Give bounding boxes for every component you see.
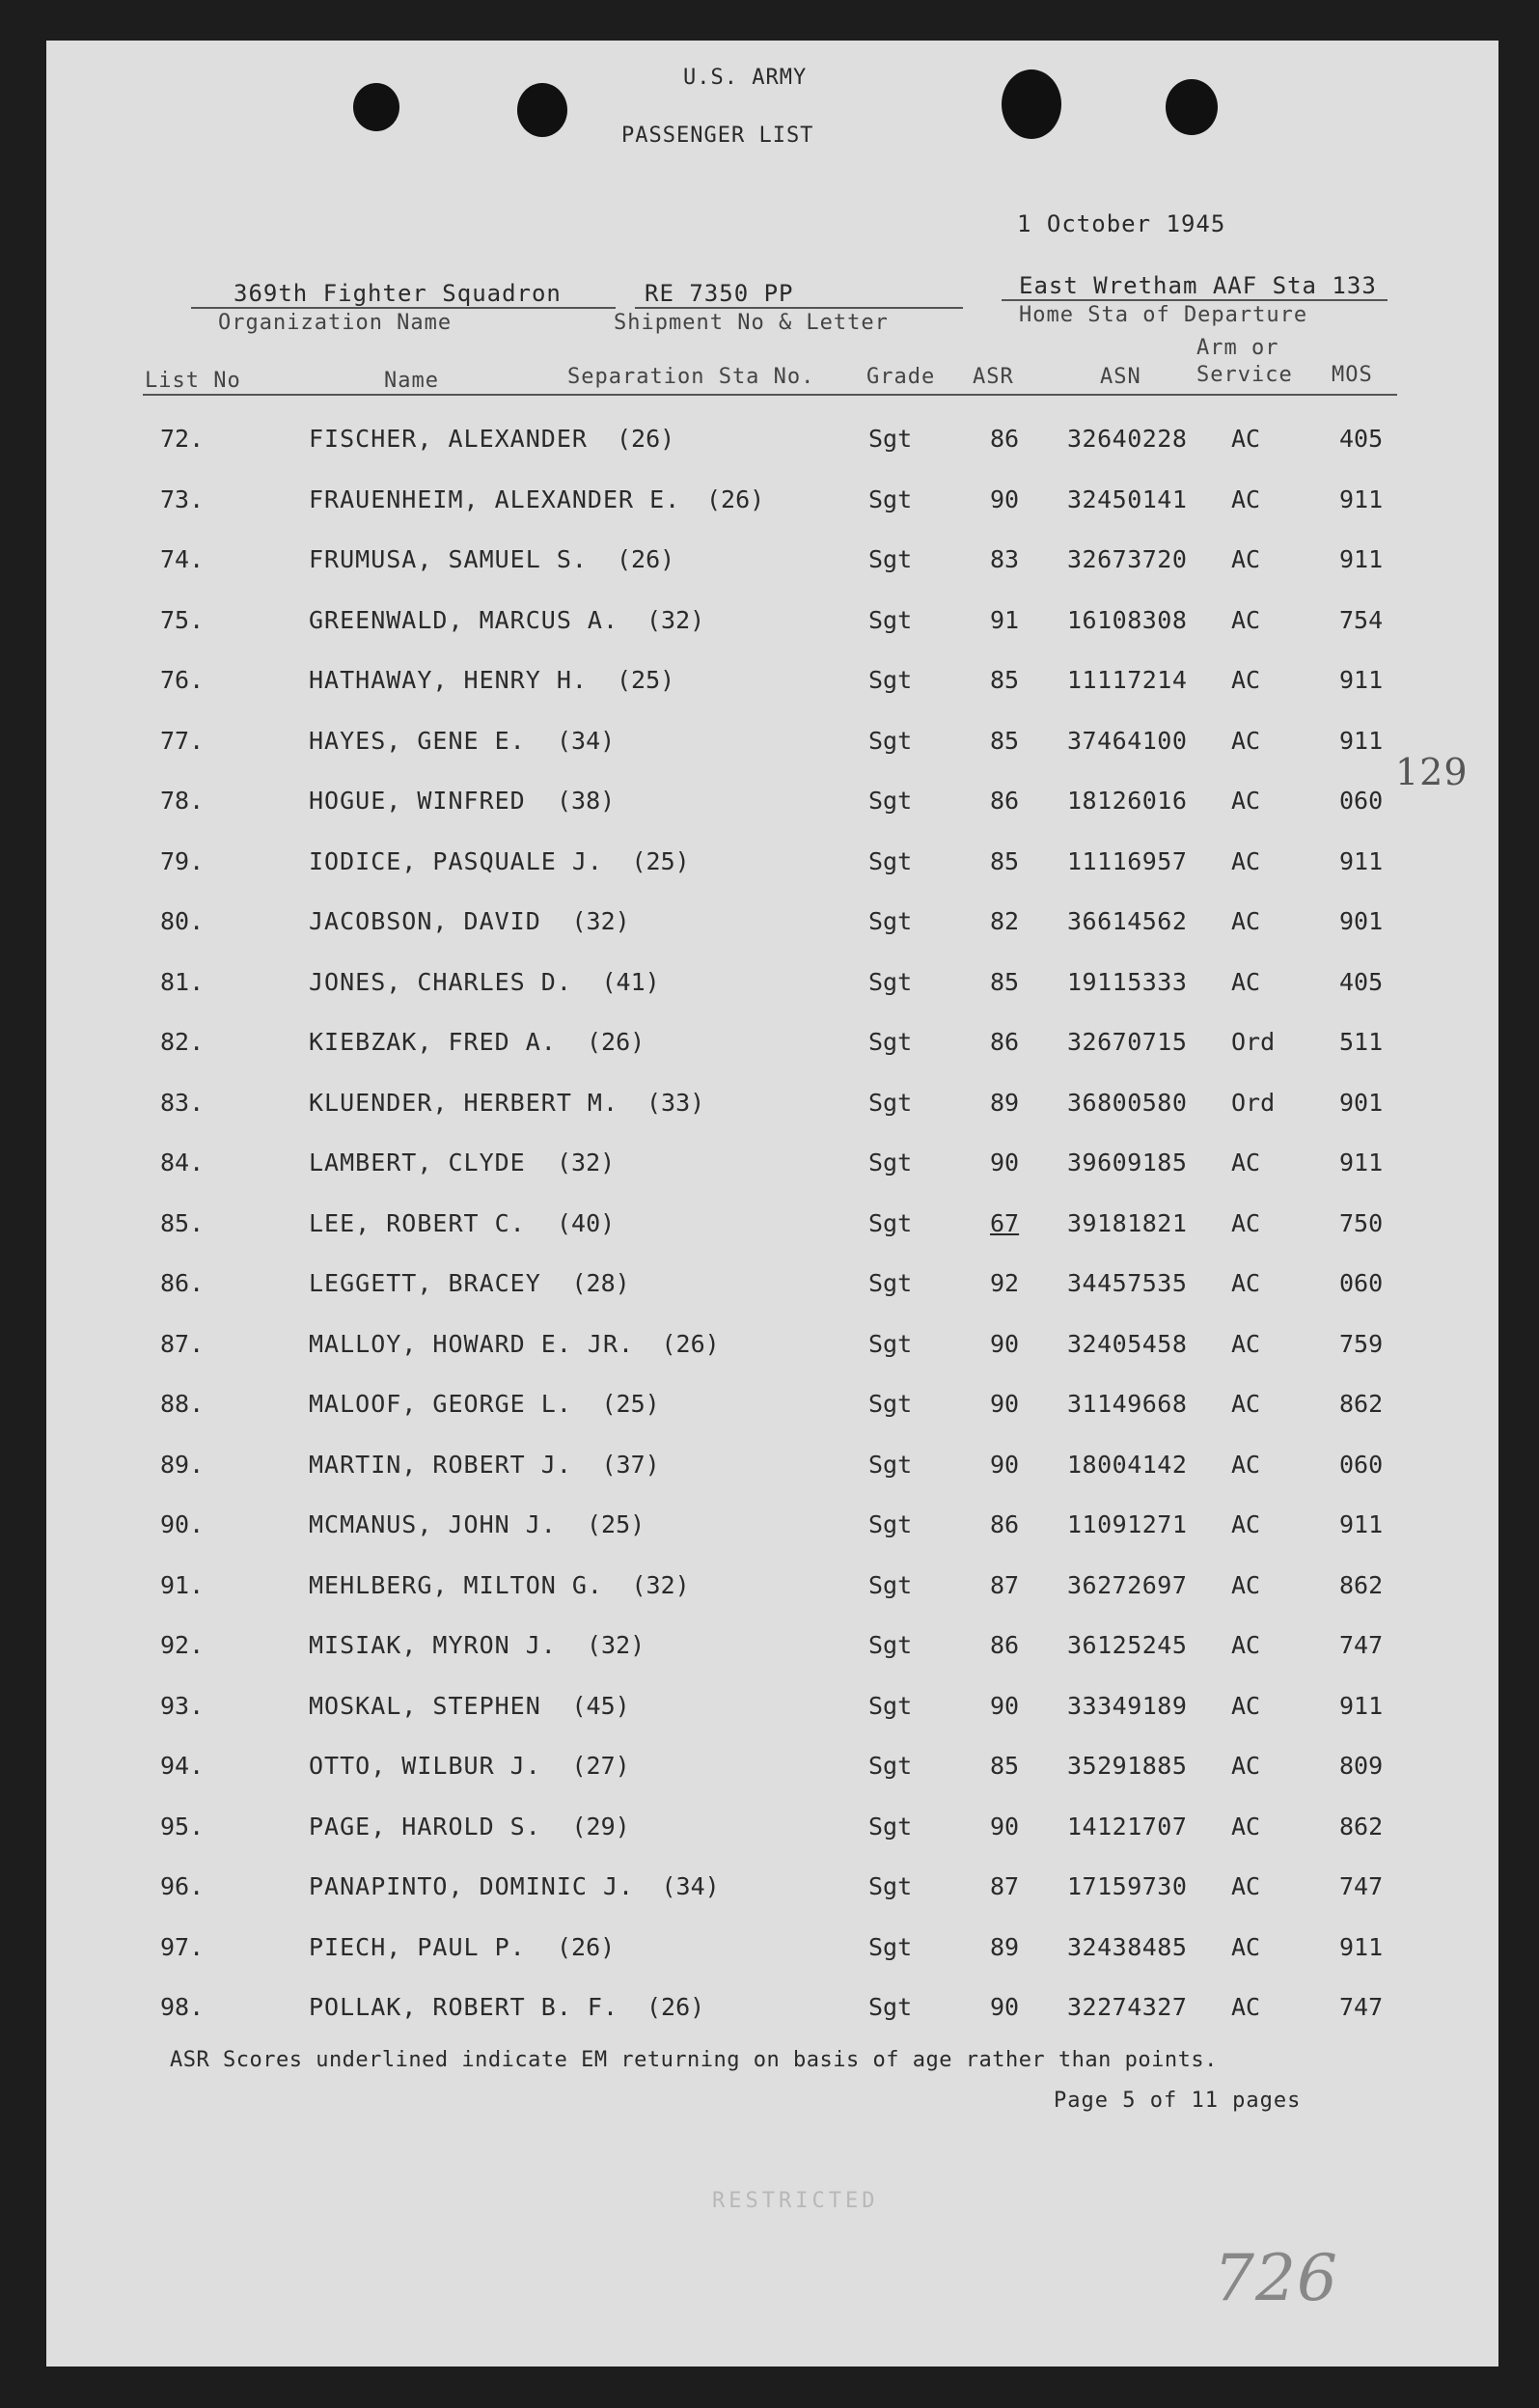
handwritten-number: 726 <box>1214 2241 1338 2315</box>
arm-service-cell: AC <box>1231 726 1261 755</box>
list-no-cell: 86. <box>160 1269 205 1297</box>
list-no-cell: 74. <box>160 545 205 573</box>
grade-cell: Sgt <box>868 1691 913 1720</box>
col-arm-line2: Service <box>1196 363 1293 387</box>
asr-cell: 90 <box>990 1812 1020 1841</box>
asr-cell: 90 <box>990 484 1020 513</box>
list-no-cell: 87. <box>160 1329 205 1358</box>
col-separation-sta: Separation Sta No. <box>567 365 815 389</box>
document-title: PASSENGER LIST <box>621 124 814 148</box>
asn-cell: 36614562 <box>1067 907 1188 935</box>
name-cell: LAMBERT, CLYDE <box>309 1149 526 1176</box>
arm-service-cell: AC <box>1231 967 1261 996</box>
mos-cell: 911 <box>1339 1691 1384 1720</box>
list-no-cell: 89. <box>160 1450 205 1479</box>
asr-cell: 85 <box>990 1752 1020 1780</box>
asn-cell: 18004142 <box>1067 1450 1188 1479</box>
table-row <box>46 1330 1498 1369</box>
table-row <box>46 1571 1498 1610</box>
list-no-cell: 81. <box>160 967 205 996</box>
asn-cell: 17159730 <box>1067 1872 1188 1900</box>
home-station-label: Home Sta of Departure <box>1019 303 1308 327</box>
asr-cell: 90 <box>990 1691 1020 1720</box>
organization-label: Organization Name <box>218 311 453 335</box>
asn-cell: 32438485 <box>1067 1932 1188 1961</box>
table-row <box>46 787 1498 825</box>
table-row <box>46 1209 1498 1248</box>
mos-cell: 754 <box>1339 605 1384 634</box>
asn-cell: 35291885 <box>1067 1752 1188 1780</box>
name-cell: FRUMUSA, SAMUEL S. <box>309 545 588 573</box>
grade-cell: Sgt <box>868 1570 913 1599</box>
separation-station-cell: (32) <box>631 1570 690 1599</box>
table-row <box>46 907 1498 946</box>
name-cell: PAGE, HAROLD S. <box>309 1812 541 1841</box>
asr-cell: 90 <box>990 1450 1020 1479</box>
asr-cell: 90 <box>990 1149 1020 1176</box>
mos-cell: 747 <box>1339 1993 1384 2021</box>
organization-name: 369th Fighter Squadron <box>234 280 562 307</box>
mos-cell: 750 <box>1339 1208 1384 1237</box>
footer-note: ASR Scores underlined indicate EM returning on basis of age rather than points. <box>170 2048 1218 2072</box>
asn-cell: 39609185 <box>1067 1149 1188 1176</box>
asn-cell: 11117214 <box>1067 666 1188 694</box>
arm-service-cell: AC <box>1231 1390 1261 1418</box>
arm-service-cell: AC <box>1231 1149 1261 1176</box>
mos-cell: 060 <box>1339 1269 1384 1297</box>
asn-cell: 32450141 <box>1067 484 1188 513</box>
punch-hole <box>517 83 567 137</box>
asn-cell: 11116957 <box>1067 846 1188 875</box>
grade-cell: Sgt <box>868 1993 913 2021</box>
list-no-cell: 98. <box>160 1993 205 2021</box>
arm-service-cell: AC <box>1231 1993 1261 2021</box>
arm-service-cell: AC <box>1231 1752 1261 1780</box>
table-row <box>46 606 1498 645</box>
separation-station-cell: (27) <box>571 1752 630 1780</box>
list-no-cell: 91. <box>160 1570 205 1599</box>
grade-cell: Sgt <box>868 1208 913 1237</box>
separation-station-cell: (38) <box>557 787 616 815</box>
list-no-cell: 77. <box>160 726 205 755</box>
asr-cell: 85 <box>990 967 1020 996</box>
asr-cell: 87 <box>990 1872 1020 1900</box>
grade-cell: Sgt <box>868 1752 913 1780</box>
list-no-cell: 95. <box>160 1812 205 1841</box>
name-cell: PIECH, PAUL P. <box>309 1932 526 1961</box>
grade-cell: Sgt <box>868 726 913 755</box>
arm-service-cell: AC <box>1231 1208 1261 1237</box>
grade-cell: Sgt <box>868 1812 913 1841</box>
table-row <box>46 1752 1498 1790</box>
mos-cell: 511 <box>1339 1028 1384 1056</box>
asr-cell: 91 <box>990 605 1020 634</box>
punch-hole <box>353 83 399 131</box>
page-indicator: Page 5 of 11 pages <box>1054 2089 1302 2113</box>
grade-cell: Sgt <box>868 1450 913 1479</box>
separation-station-cell: (25) <box>587 1510 646 1538</box>
table-row <box>46 1451 1498 1489</box>
grade-cell: Sgt <box>868 605 913 634</box>
name-cell: MOSKAL, STEPHEN <box>309 1691 541 1720</box>
separation-station-cell: (32) <box>646 605 705 634</box>
name-cell: MALOOF, GEORGE L. <box>309 1390 572 1418</box>
mos-cell: 911 <box>1339 846 1384 875</box>
table-row <box>46 1933 1498 1972</box>
list-no-cell: 90. <box>160 1510 205 1538</box>
name-cell: IODICE, PASQUALE J. <box>309 846 603 875</box>
separation-station-cell: (25) <box>601 1390 660 1418</box>
mos-cell: 862 <box>1339 1390 1384 1418</box>
arm-service-cell: AC <box>1231 1812 1261 1841</box>
mos-cell: 809 <box>1339 1752 1384 1780</box>
list-no-cell: 79. <box>160 846 205 875</box>
table-row <box>46 485 1498 524</box>
list-no-cell: 96. <box>160 1872 205 1900</box>
asr-cell: 87 <box>990 1570 1020 1599</box>
asn-cell: 37464100 <box>1067 726 1188 755</box>
asn-cell: 31149668 <box>1067 1390 1188 1418</box>
list-no-cell: 82. <box>160 1028 205 1056</box>
shipment-label: Shipment No & Letter <box>614 311 889 335</box>
list-no-cell: 80. <box>160 907 205 935</box>
asn-cell: 32673720 <box>1067 545 1188 573</box>
grade-cell: Sgt <box>868 967 913 996</box>
asr-cell: 86 <box>990 1028 1020 1056</box>
grade-cell: Sgt <box>868 1088 913 1117</box>
shipment-underline <box>635 307 963 309</box>
table-row <box>46 847 1498 886</box>
grade-cell: Sgt <box>868 1390 913 1418</box>
arm-service-cell: AC <box>1231 907 1261 935</box>
asr-cell: 82 <box>990 907 1020 935</box>
arm-service-cell: Ord <box>1231 1088 1276 1117</box>
name-cell: KIEBZAK, FRED A. <box>309 1028 557 1056</box>
table-row <box>46 1813 1498 1851</box>
col-grade: Grade <box>866 365 936 389</box>
col-asn: ASN <box>1100 365 1141 389</box>
grade-cell: Sgt <box>868 846 913 875</box>
name-cell: MARTIN, ROBERT J. <box>309 1450 572 1479</box>
name-cell: MEHLBERG, MILTON G. <box>309 1570 603 1599</box>
grade-cell: Sgt <box>868 1149 913 1176</box>
separation-station-cell: (34) <box>661 1872 720 1900</box>
asr-cell: 86 <box>990 1631 1020 1659</box>
separation-station-cell: (29) <box>571 1812 630 1841</box>
asr-cell: 90 <box>990 1993 1020 2021</box>
arm-service-cell: AC <box>1231 425 1261 453</box>
arm-service-cell: AC <box>1231 1570 1261 1599</box>
grade-cell: Sgt <box>868 545 913 573</box>
name-cell: HATHAWAY, HENRY H. <box>309 666 588 694</box>
separation-station-cell: (32) <box>587 1631 646 1659</box>
name-cell: LEGGETT, BRACEY <box>309 1269 541 1297</box>
mos-cell: 911 <box>1339 545 1384 573</box>
mos-cell: 060 <box>1339 1450 1384 1479</box>
mos-cell: 911 <box>1339 1149 1384 1176</box>
separation-station-cell: (26) <box>617 425 675 453</box>
margin-page-number: 129 <box>1395 751 1469 793</box>
mos-cell: 759 <box>1339 1329 1384 1358</box>
asn-cell: 19115333 <box>1067 967 1188 996</box>
shipment-number: RE 7350 PP <box>645 280 794 307</box>
table-row <box>46 1872 1498 1911</box>
list-no-cell: 88. <box>160 1390 205 1418</box>
list-no-cell: 93. <box>160 1691 205 1720</box>
asr-cell: 90 <box>990 1390 1020 1418</box>
separation-station-cell: (34) <box>557 726 616 755</box>
arm-service-cell: AC <box>1231 1269 1261 1297</box>
name-cell: LEE, ROBERT C. <box>309 1208 526 1237</box>
table-row <box>46 1149 1498 1187</box>
table-row <box>46 1028 1498 1066</box>
grade-cell: Sgt <box>868 1631 913 1659</box>
name-cell: GREENWALD, MARCUS A. <box>309 605 619 634</box>
asr-cell: 89 <box>990 1088 1020 1117</box>
name-cell: MISIAK, MYRON J. <box>309 1631 557 1659</box>
list-no-cell: 94. <box>160 1752 205 1780</box>
asn-cell: 34457535 <box>1067 1269 1188 1297</box>
asn-cell: 33349189 <box>1067 1691 1188 1720</box>
asr-cell: 67 <box>990 1208 1020 1237</box>
army-heading: U.S. ARMY <box>683 66 808 90</box>
arm-service-cell: AC <box>1231 666 1261 694</box>
separation-station-cell: (25) <box>631 846 690 875</box>
name-cell: JACOBSON, DAVID <box>309 907 541 935</box>
list-no-cell: 76. <box>160 666 205 694</box>
asn-cell: 32405458 <box>1067 1329 1188 1358</box>
arm-service-cell: AC <box>1231 1450 1261 1479</box>
name-cell: KLUENDER, HERBERT M. <box>309 1088 619 1117</box>
arm-service-cell: AC <box>1231 1329 1261 1358</box>
mos-cell: 405 <box>1339 425 1384 453</box>
asn-cell: 32640228 <box>1067 425 1188 453</box>
arm-service-cell: AC <box>1231 1510 1261 1538</box>
separation-station-cell: (33) <box>646 1088 705 1117</box>
table-row <box>46 1510 1498 1549</box>
mos-cell: 747 <box>1339 1631 1384 1659</box>
name-cell: JONES, CHARLES D. <box>309 967 572 996</box>
separation-station-cell: (26) <box>706 484 765 513</box>
separation-station-cell: (26) <box>587 1028 646 1056</box>
asr-cell: 89 <box>990 1932 1020 1961</box>
document-page <box>46 41 1498 2366</box>
separation-station-cell: (26) <box>557 1932 616 1961</box>
separation-station-cell: (26) <box>646 1993 705 2021</box>
grade-cell: Sgt <box>868 1028 913 1056</box>
table-row <box>46 968 1498 1007</box>
table-row <box>46 1993 1498 2032</box>
arm-service-cell: AC <box>1231 605 1261 634</box>
name-cell: FISCHER, ALEXANDER <box>309 425 588 453</box>
asn-cell: 32670715 <box>1067 1028 1188 1056</box>
mos-cell: 911 <box>1339 1510 1384 1538</box>
col-mos: MOS <box>1332 363 1373 387</box>
separation-station-cell: (40) <box>557 1208 616 1237</box>
asr-cell: 86 <box>990 787 1020 815</box>
header-rule <box>143 394 1397 396</box>
punch-hole <box>1002 69 1061 139</box>
name-cell: OTTO, WILBUR J. <box>309 1752 541 1780</box>
arm-service-cell: AC <box>1231 545 1261 573</box>
arm-service-cell: AC <box>1231 846 1261 875</box>
arm-service-cell: Ord <box>1231 1028 1276 1056</box>
mos-cell: 911 <box>1339 484 1384 513</box>
grade-cell: Sgt <box>868 787 913 815</box>
mos-cell: 911 <box>1339 1932 1384 1961</box>
list-no-cell: 85. <box>160 1208 205 1237</box>
asr-cell: 86 <box>990 1510 1020 1538</box>
mos-cell: 901 <box>1339 907 1384 935</box>
separation-station-cell: (41) <box>601 967 660 996</box>
mos-cell: 911 <box>1339 666 1384 694</box>
asn-cell: 36800580 <box>1067 1088 1188 1117</box>
arm-service-cell: AC <box>1231 1631 1261 1659</box>
grade-cell: Sgt <box>868 1510 913 1538</box>
asr-cell: 85 <box>990 846 1020 875</box>
name-cell: MCMANUS, JOHN J. <box>309 1510 557 1538</box>
name-cell: POLLAK, ROBERT B. F. <box>309 1993 619 2021</box>
grade-cell: Sgt <box>868 425 913 453</box>
separation-station-cell: (32) <box>557 1149 616 1176</box>
list-no-cell: 78. <box>160 787 205 815</box>
col-asr: ASR <box>973 365 1014 389</box>
table-row <box>46 727 1498 765</box>
table-row <box>46 1692 1498 1730</box>
asr-cell: 90 <box>990 1329 1020 1358</box>
col-name: Name <box>384 369 439 393</box>
home-station-underline <box>1002 299 1388 301</box>
list-no-cell: 75. <box>160 605 205 634</box>
asr-cell: 86 <box>990 425 1020 453</box>
grade-cell: Sgt <box>868 1872 913 1900</box>
separation-station-cell: (37) <box>601 1450 660 1479</box>
table-row <box>46 545 1498 584</box>
asr-cell: 85 <box>990 726 1020 755</box>
table-row <box>46 425 1498 463</box>
asr-cell: 83 <box>990 545 1020 573</box>
table-row <box>46 1089 1498 1127</box>
asn-cell: 11091271 <box>1067 1510 1188 1538</box>
grade-cell: Sgt <box>868 907 913 935</box>
arm-service-cell: AC <box>1231 484 1261 513</box>
mos-cell: 901 <box>1339 1088 1384 1117</box>
asn-cell: 36125245 <box>1067 1631 1188 1659</box>
punch-hole <box>1166 79 1218 135</box>
table-row <box>46 1269 1498 1308</box>
list-no-cell: 97. <box>160 1932 205 1961</box>
separation-station-cell: (32) <box>571 907 630 935</box>
asn-cell: 32274327 <box>1067 1993 1188 2021</box>
document-date: 1 October 1945 <box>1017 210 1226 237</box>
col-list-no: List No <box>145 369 241 393</box>
separation-station-cell: (26) <box>661 1329 720 1358</box>
arm-service-cell: AC <box>1231 1932 1261 1961</box>
mos-cell: 060 <box>1339 787 1384 815</box>
list-no-cell: 83. <box>160 1088 205 1117</box>
list-no-cell: 92. <box>160 1631 205 1659</box>
table-row <box>46 666 1498 705</box>
arm-service-cell: AC <box>1231 1691 1261 1720</box>
separation-station-cell: (25) <box>617 666 675 694</box>
arm-service-cell: AC <box>1231 1872 1261 1900</box>
grade-cell: Sgt <box>868 666 913 694</box>
table-row <box>46 1390 1498 1428</box>
mos-cell: 747 <box>1339 1872 1384 1900</box>
asn-cell: 36272697 <box>1067 1570 1188 1599</box>
mos-cell: 911 <box>1339 726 1384 755</box>
name-cell: MALLOY, HOWARD E. JR. <box>309 1329 635 1358</box>
col-arm-line1: Arm or <box>1196 336 1279 360</box>
restricted-stamp: RESTRICTED <box>712 2189 879 2213</box>
separation-station-cell: (28) <box>571 1269 630 1297</box>
separation-station-cell: (26) <box>617 545 675 573</box>
asn-cell: 14121707 <box>1067 1812 1188 1841</box>
grade-cell: Sgt <box>868 1269 913 1297</box>
arm-service-cell: AC <box>1231 787 1261 815</box>
table-row <box>46 1631 1498 1670</box>
asn-cell: 18126016 <box>1067 787 1188 815</box>
list-no-cell: 72. <box>160 425 205 453</box>
asn-cell: 39181821 <box>1067 1208 1188 1237</box>
grade-cell: Sgt <box>868 484 913 513</box>
mos-cell: 862 <box>1339 1812 1384 1841</box>
list-no-cell: 84. <box>160 1149 205 1176</box>
name-cell: FRAUENHEIM, ALEXANDER E. <box>309 484 681 513</box>
asr-cell: 85 <box>990 666 1020 694</box>
asr-cell: 92 <box>990 1269 1020 1297</box>
name-cell: PANAPINTO, DOMINIC J. <box>309 1872 635 1900</box>
name-cell: HOGUE, WINFRED <box>309 787 526 815</box>
name-cell: HAYES, GENE E. <box>309 726 526 755</box>
home-station: East Wretham AAF Sta 133 <box>1019 272 1377 299</box>
list-no-cell: 73. <box>160 484 205 513</box>
grade-cell: Sgt <box>868 1932 913 1961</box>
mos-cell: 862 <box>1339 1570 1384 1599</box>
organization-underline <box>191 307 616 309</box>
separation-station-cell: (45) <box>571 1691 630 1720</box>
mos-cell: 405 <box>1339 967 1384 996</box>
asn-cell: 16108308 <box>1067 605 1188 634</box>
grade-cell: Sgt <box>868 1329 913 1358</box>
